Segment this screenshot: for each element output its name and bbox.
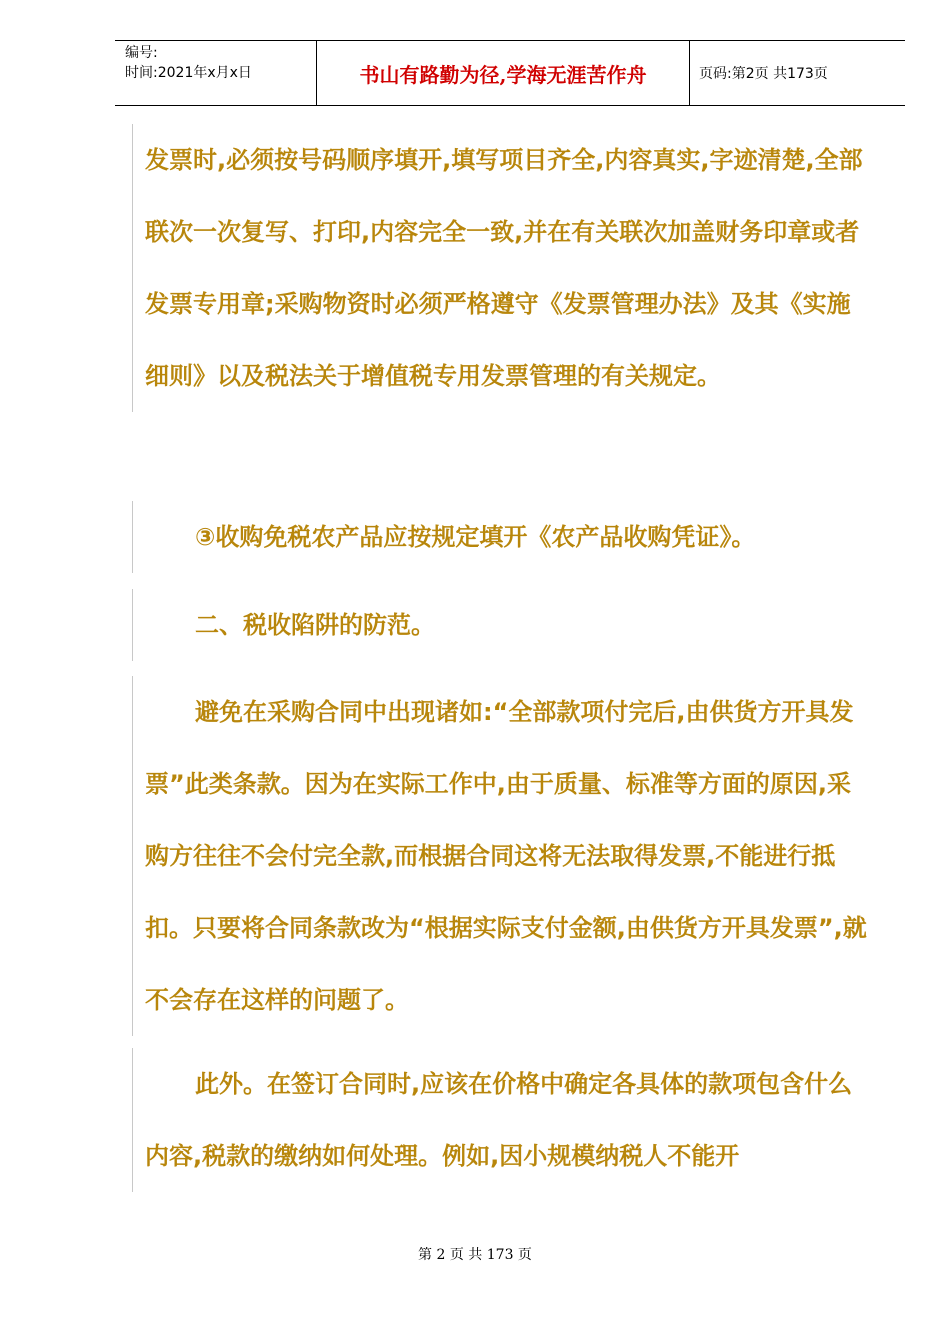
- paragraph-text: 避免在采购合同中出现诸如:“全部款项付完后,由供货方开具发票”此类条款。因为在实际工作中,由于质量、标准等方面的原因,采购方往往不会付完全款,而根据合同这将无法取得发票,不能进行抵扣。只要将合同条款改为“根据实际支付金额,由供货方开具发票”,就不会存在这样的问题了。: [145, 698, 867, 1014]
- paragraph-2: [132, 501, 872, 573]
- header-page-info: 页码:第2页 共173页: [699, 66, 828, 82]
- paragraph-text: ③收购免税农产品应按规定填开《农产品收购凭证》。: [195, 523, 756, 551]
- header-motto: 书山有路勤为径,学海无涯苦作舟: [316, 41, 690, 105]
- header-meta: [115, 41, 316, 105]
- paragraph-4: [132, 1048, 872, 1192]
- document-date-label: 时间:2021年x月x日: [125, 65, 252, 81]
- heading-text: 二、税收陷阱的防范。: [195, 611, 435, 639]
- page-header: [115, 40, 905, 106]
- paragraph-1: [132, 124, 872, 412]
- page-footer: 第 2 页 共 173 页: [418, 1247, 532, 1263]
- paragraph-text: 此外。在签订合同时,应该在价格中确定各具体的款项包含什么内容,税款的缴纳如何处理。例如,因小规模纳税人不能开: [145, 1070, 853, 1170]
- section-heading: [132, 589, 872, 661]
- paragraph-text: 发票时,必须按号码顺序填开,填写项目齐全,内容真实,字迹清楚,全部联次一次复写、打印,内容完全一致,并在有关联次加盖财务印章或者发票专用章;采购物资时必须严格遵守《发票管理办法》及其《实施细则》以及税法关于增值税专用发票管理的有关规定。: [145, 146, 863, 390]
- paragraph-3: [132, 676, 872, 1036]
- document-number-label: 编号:: [125, 45, 158, 61]
